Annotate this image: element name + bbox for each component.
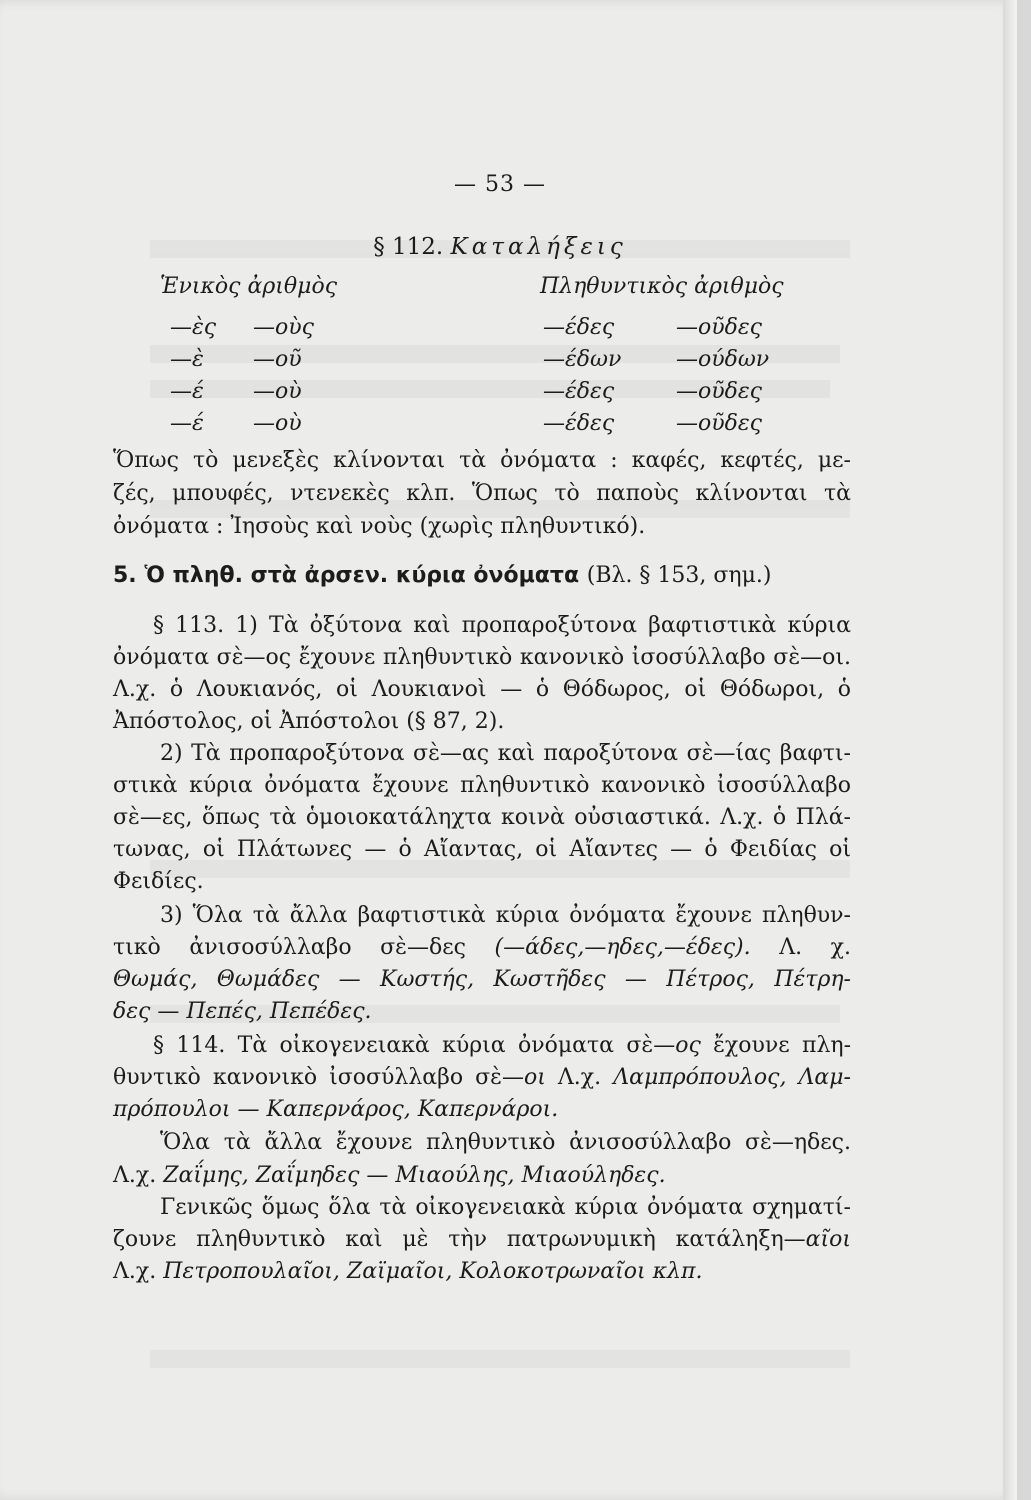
page-number: — 53 — (454, 172, 546, 197)
singular-voc: —έ (170, 411, 204, 436)
text-line: σὲ—ες, ὅπως τὰ ὁμοιοκατάληχτα κοινὰ οὐσιαστικά. Λ.χ. ὁ Πλά- (113, 805, 851, 830)
text-line: Λ.χ. Ζαΐμης, Ζαΐμηδες — Μιαούλης, Μιαούληδες. (113, 1163, 666, 1188)
section-heading: Καταλήξεις (450, 234, 627, 260)
plural-voc-2: —οῦδες (676, 411, 762, 436)
text-line: Ὅπως τὸ μενεξὲς κλίνονται τὰ ὀνόματα : καφές, κεφτές, με- (113, 448, 851, 473)
text-line: ζουνε πληθυντικὸ καὶ μὲ τὴν πατρωνυμικὴ κατάληξη—αῖοι (113, 1227, 851, 1252)
text-line: τωνας, οἱ Πλάτωνες — ὁ Αἴαντας, οἱ Αἴαντες — ὁ Φειδίας οἱ (113, 837, 851, 862)
heading-5-reference: (Βλ. § 153, σημ.) (586, 563, 772, 588)
section-112-title (0, 234, 1000, 260)
plural-acc: —έδες (543, 379, 615, 404)
text-line: στικὰ κύρια ὀνόματα ἔχουνε πληθυντικὸ κανονικὸ ἰσοσύλλαβο (113, 773, 851, 798)
text-line: 3) Ὅλα τὰ ἄλλα βαφτιστικὰ κύρια ὀνόματα ἔχουνε πληθυν- (160, 903, 851, 928)
text-line: Θωμάς, Θωμάδες — Κωστής, Κωστῆδες — Πέτρος, Πέτρη- (113, 967, 851, 992)
text-line: § 114. Τὰ οἰκογενειακὰ κύρια ὀνόματα σὲ—ος ἔχουνε πλη- (153, 1033, 852, 1058)
heading-5-text: 5. Ὁ πληθ. στὰ ἀρσεν. κύρια ὀνόματα (113, 563, 580, 588)
plural-nom: —έδες (543, 315, 615, 340)
singular-header: Ἑνικὸς ἀριθμὸς (160, 274, 338, 299)
singular-nom: —ὲς (170, 315, 217, 340)
plural-nom-2: —οῦδες (676, 315, 762, 340)
text-line: 2) Τὰ προπαροξύτονα σὲ—ας καὶ παροξύτονα σὲ—ίας βαφτι- (160, 741, 851, 766)
section-number: § 112. (373, 234, 444, 260)
text-line: Φειδίες. (113, 869, 204, 894)
singular-nom-2: —οὺς (253, 315, 314, 340)
text-line: ζές, μπουφές, ντενεκὲς κλπ. Ὅπως τὸ παποὺς κλίνονται τὰ (113, 481, 851, 506)
singular-gen: —ὲ (170, 347, 204, 372)
text-line: Γενικῶς ὅμως ὅλα τὰ οἰκογενειακὰ κύρια ὀνόματα σχηματί- (160, 1195, 851, 1220)
text-line: θυντικὸ κανονικὸ ἰσοσύλλαβο σὲ—οι Λ.χ. Λαμπρόπουλος, Λαμ- (113, 1065, 851, 1090)
text-line: τικὸ ἀνισοσύλλαβο σὲ—δες (—άδες,—ηδες,—έδες). Λ. χ. (113, 935, 851, 960)
text-line: ὀνόματα : Ἰησοὺς καὶ νοὺς (χωρὶς πληθυντικό). (113, 514, 646, 539)
text-line: Ἀπόστολος, οἱ Ἀπόστολοι (§ 87, 2). (113, 709, 505, 734)
text-line: Λ.χ. ὁ Λουκιανός, οἱ Λουκιανοὶ — ὁ Θόδωρος, οἱ Θόδωροι, ὁ (113, 677, 851, 702)
plural-acc-2: —οῦδες (676, 379, 762, 404)
text-line: Λ.χ. Πετροπουλαῖοι, Ζαϊμαῖοι, Κολοκοτρωναῖοι κλπ. (113, 1259, 703, 1284)
singular-acc-2: —οὺ (253, 379, 302, 404)
text-line: πρόπουλοι — Καπερνάρος, Καπερνάροι. (113, 1097, 559, 1122)
plural-gen: —έδων (543, 347, 622, 372)
text-line: § 113. 1) Τὰ ὀξύτονα καὶ προπαροξύτονα βαφτιστικὰ κύρια (153, 613, 851, 638)
singular-acc: —έ (170, 379, 204, 404)
singular-gen-2: —οῦ (253, 347, 302, 372)
plural-header: Πληθυντικὸς ἀριθμὸς (540, 274, 784, 299)
plural-gen-2: —ούδων (676, 347, 770, 372)
text-line: Ὅλα τὰ ἄλλα ἔχουνε πληθυντικὸ ἀνισοσύλλαβο σὲ—ηδες. (160, 1130, 851, 1155)
text-line: ὀνόματα σὲ—ος ἔχουνε πληθυντικὸ κανονικὸ ἰσοσύλλαβο σὲ—οι. (113, 645, 851, 670)
page-edge (1003, 0, 1017, 1500)
text-line: δες — Πεπές, Πεπέδες. (113, 999, 372, 1024)
singular-voc-2: —οὺ (253, 411, 302, 436)
plural-voc: —έδες (543, 411, 615, 436)
